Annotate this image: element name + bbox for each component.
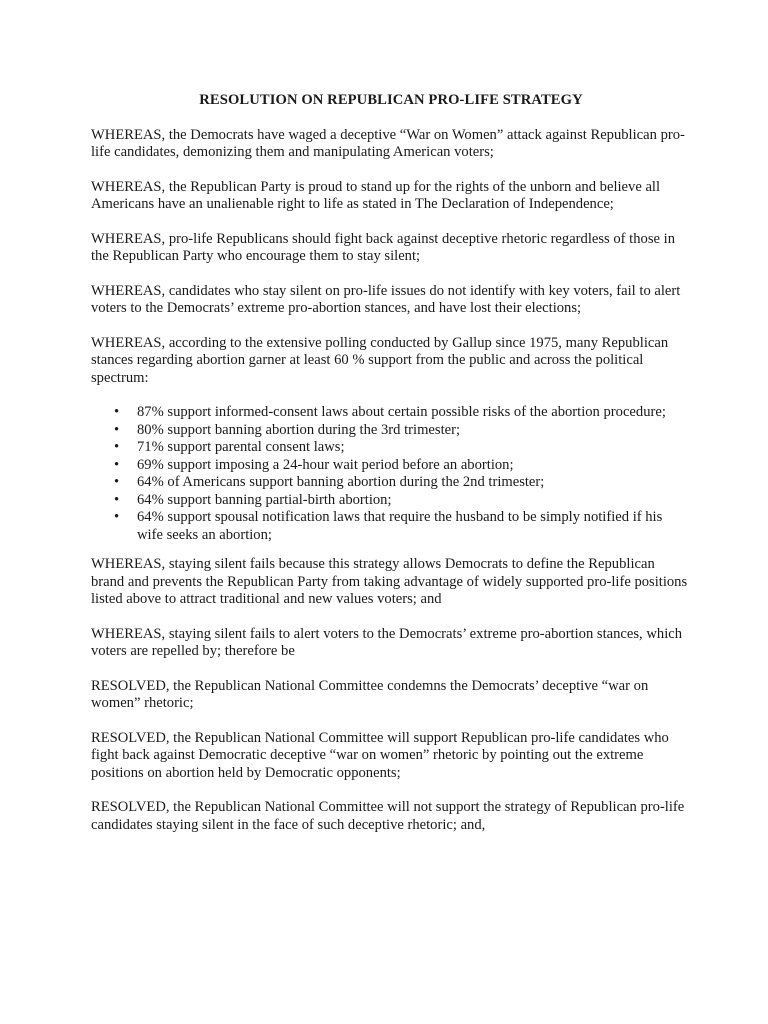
list-item-text: 87% support informed-consent laws about certain possible risks of the abortion procedure; [137, 404, 666, 420]
whereas-paragraph-3: WHEREAS, pro-life Republicans should fight back against deceptive rhetoric regardless of those in the Republican Party who encourage them to stay silent; [91, 230, 675, 264]
list-item [91, 422, 691, 440]
list-item [91, 492, 691, 510]
list-item [91, 439, 691, 457]
bullet-icon: • [114, 439, 120, 455]
whereas-paragraph-7: WHEREAS, staying silent fails to alert voters to the Democrats’ extreme pro-abortion stances, which voters are repelled by; therefore be [91, 625, 683, 659]
resolved-paragraph-2: RESOLVED, the Republican National Committee will support Republican pro-life candidates who fight back against Democratic deceptive “war on women” rhetoric by pointing out the extreme positions on abortion held by Democratic opponents; [91, 729, 669, 781]
list-item-text: 69% support imposing a 24-hour wait period before an abortion; [137, 456, 514, 473]
list-item [91, 457, 691, 475]
whereas-paragraph-5: WHEREAS, according to the extensive polling conducted by Gallup since 1975, many Republican stances regarding abortion garner at least 60 % support from the public and across the political spectrum: [91, 334, 669, 386]
bullet-icon: • [114, 404, 120, 420]
list-item-text: 64% of Americans support banning abortion during the 2nd trimester; [137, 474, 545, 490]
document-page [91, 92, 691, 851]
resolved-paragraph-1: RESOLVED, the Republican National Committee condemns the Democrats’ deceptive “war on women” rhetoric; [91, 677, 649, 711]
bullet-icon: • [114, 474, 120, 490]
document-title: RESOLUTION ON REPUBLICAN PRO-LIFE STRATEGY [199, 92, 583, 108]
bullet-icon: • [114, 509, 120, 525]
whereas-paragraph-4: WHEREAS, candidates who stay silent on pro-life issues do not identify with key voters, fail to alert voters to the Democrats’ extreme pro-abortion stances, and have lost their elections; [91, 282, 681, 316]
bullet-icon: • [114, 421, 120, 438]
list-item-text: 80% support banning abortion during the 3rd trimester; [137, 421, 461, 438]
list-item-text: 64% support banning partial-birth abortion; [137, 491, 392, 508]
whereas-paragraph-2: WHEREAS, the Republican Party is proud to stand up for the rights of the unborn and believe all Americans have an unalienable right to life as stated in The Declaration of Independence; [91, 178, 661, 212]
polling-list [91, 404, 691, 544]
bullet-icon: • [114, 491, 120, 508]
list-item [91, 404, 691, 422]
list-item-text: 64% support spousal notification laws that require the husband to be simply notified if his wife seeks an abortion; [137, 509, 663, 543]
whereas-paragraph-6: WHEREAS, staying silent fails because this strategy allows Democrats to define the Republican brand and prevents the Republican Party from taking advantage of widely supported pro-life positions listed above to attract traditional and new values voters; and [91, 556, 688, 607]
list-item [91, 474, 691, 492]
list-item-text: 71% support parental consent laws; [137, 439, 345, 455]
whereas-paragraph-1: WHEREAS, the Democrats have waged a deceptive “War on Women” attack against Republican pro-life candidates, demonizing them and manipulating American voters; [91, 126, 685, 160]
bullet-icon: • [114, 456, 120, 473]
resolved-paragraph-3: RESOLVED, the Republican National Committee will not support the strategy of Republican pro-life candidates staying silent in the face of such deceptive rhetoric; and, [91, 799, 685, 833]
list-item [91, 509, 691, 544]
